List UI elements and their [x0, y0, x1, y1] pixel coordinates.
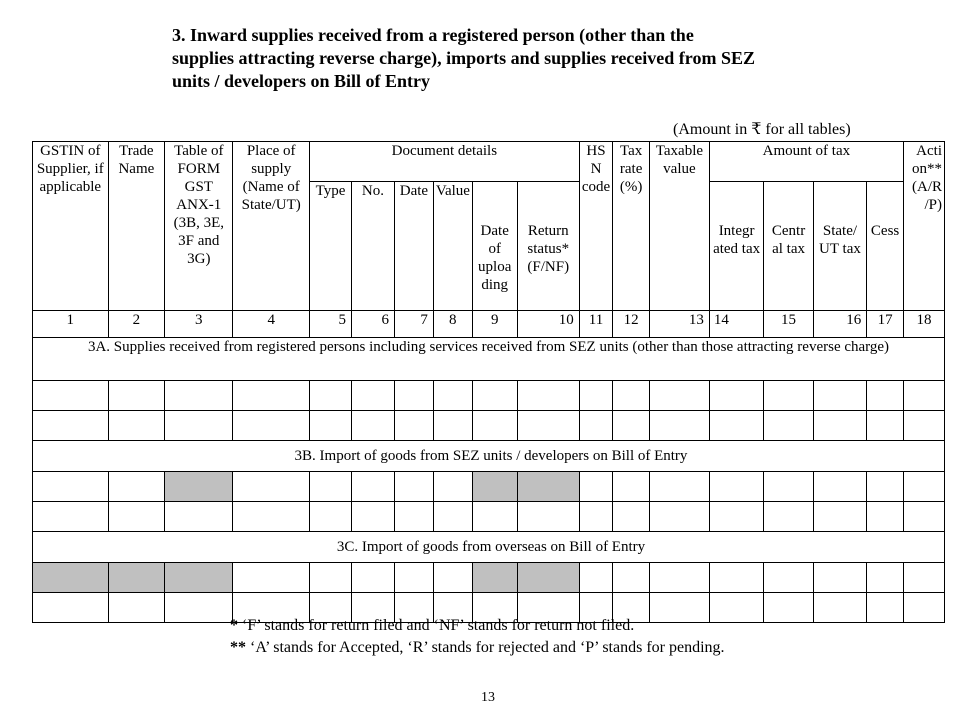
- column-number: 11: [579, 311, 613, 338]
- column-number: 12: [613, 311, 650, 338]
- disabled-cell: [165, 563, 233, 593]
- disabled-cell: [472, 563, 517, 593]
- table-cell[interactable]: [517, 381, 579, 411]
- table-cell[interactable]: [472, 502, 517, 532]
- footnote-1-mark: *: [230, 617, 238, 634]
- col-type: Type: [310, 182, 352, 311]
- table-cell[interactable]: [813, 502, 867, 532]
- disabled-cell: [472, 472, 517, 502]
- table-cell[interactable]: [472, 381, 517, 411]
- table-cell[interactable]: [579, 472, 613, 502]
- heading-line-2: supplies attracting reverse charge), imports and supplies received from SEZ: [172, 48, 755, 68]
- col-place-of-supply: Place of supply (Name of State/UT): [233, 142, 310, 311]
- column-number: 16: [813, 311, 867, 338]
- table-cell[interactable]: [108, 381, 165, 411]
- table-cell[interactable]: [764, 563, 813, 593]
- table-cell[interactable]: [165, 411, 233, 441]
- col-amount-of-tax: Amount of tax: [709, 142, 903, 182]
- page-number: 13: [481, 690, 495, 705]
- table-cell[interactable]: [33, 381, 109, 411]
- section-3b-title: 3B. Import of goods from SEZ units / developers on Bill of Entry: [33, 441, 945, 472]
- table-cell[interactable]: [233, 502, 310, 532]
- column-number: 4: [233, 311, 310, 338]
- col-action: Acti on** (A/R /P): [903, 142, 944, 311]
- section-3c-row: [33, 532, 945, 563]
- column-number: 18: [903, 311, 944, 338]
- table-cell[interactable]: [351, 472, 394, 502]
- footnote-1: [230, 616, 634, 636]
- col-taxable-value: Taxable value: [650, 142, 710, 311]
- table-cell[interactable]: [394, 563, 433, 593]
- disabled-cell: [517, 472, 579, 502]
- table-cell[interactable]: [33, 472, 109, 502]
- table-cell[interactable]: [351, 502, 394, 532]
- section-3c-title: 3C. Import of goods from overseas on Bill of Entry: [33, 532, 945, 563]
- col-trade-name: Trade Name: [108, 142, 165, 311]
- heading-line-1: 3. Inward supplies received from a registered person (other than the: [172, 25, 694, 45]
- column-number-row: [33, 311, 945, 338]
- col-tax-rate: Tax rate (%): [613, 142, 650, 311]
- table-cell[interactable]: [165, 593, 233, 623]
- footnote-2-mark: **: [230, 639, 246, 656]
- heading-line-3: units / developers on Bill of Entry: [172, 71, 431, 91]
- column-number: 17: [867, 311, 904, 338]
- table-cell[interactable]: [903, 472, 944, 502]
- column-number: 1: [33, 311, 109, 338]
- table-cell[interactable]: [650, 593, 710, 623]
- table-cell[interactable]: [394, 472, 433, 502]
- table-cell[interactable]: [108, 502, 165, 532]
- table-cell[interactable]: [394, 381, 433, 411]
- table-cell[interactable]: [233, 381, 310, 411]
- table-cell[interactable]: [433, 502, 472, 532]
- col-central-tax: Centr al tax: [764, 182, 813, 311]
- table-cell[interactable]: [813, 381, 867, 411]
- table-cell[interactable]: [579, 411, 613, 441]
- table-cell[interactable]: [433, 563, 472, 593]
- table-cell[interactable]: [165, 381, 233, 411]
- table-cell[interactable]: [394, 502, 433, 532]
- table-cell[interactable]: [310, 381, 352, 411]
- table-cell[interactable]: [433, 472, 472, 502]
- table-cell[interactable]: [472, 411, 517, 441]
- table-cell[interactable]: [813, 472, 867, 502]
- col-cess: Cess: [867, 182, 904, 311]
- table-cell[interactable]: [351, 411, 394, 441]
- col-date: Date: [394, 182, 433, 311]
- table-cell[interactable]: [764, 472, 813, 502]
- table-row: [33, 563, 945, 593]
- table-cell[interactable]: [351, 381, 394, 411]
- table-cell[interactable]: [310, 502, 352, 532]
- table-cell[interactable]: [650, 411, 710, 441]
- table-cell[interactable]: [33, 411, 109, 441]
- table-cell[interactable]: [579, 502, 613, 532]
- table-cell[interactable]: [517, 411, 579, 441]
- table-cell[interactable]: [813, 563, 867, 593]
- table-cell[interactable]: [310, 411, 352, 441]
- col-date-of-uploading: Date of uploa ding: [472, 182, 517, 311]
- col-integrated-tax: Integr ated tax: [709, 182, 764, 311]
- footnote-1-text: ‘F’ stands for return filed and ‘NF’ stands for return not filed.: [242, 617, 635, 634]
- table-cell[interactable]: [650, 381, 710, 411]
- table-cell[interactable]: [233, 472, 310, 502]
- table-cell[interactable]: [709, 381, 764, 411]
- table-cell[interactable]: [108, 472, 165, 502]
- table-cell[interactable]: [613, 381, 650, 411]
- table-cell[interactable]: [709, 593, 764, 623]
- table-cell[interactable]: [903, 411, 944, 441]
- table-cell[interactable]: [709, 472, 764, 502]
- col-return-status: Return status* (F/NF): [517, 182, 579, 311]
- disabled-cell: [165, 472, 233, 502]
- table-cell[interactable]: [867, 381, 904, 411]
- table-cell[interactable]: [613, 563, 650, 593]
- table-cell[interactable]: [394, 411, 433, 441]
- column-number: 14: [709, 311, 764, 338]
- table-cell[interactable]: [903, 563, 944, 593]
- table-row: [33, 472, 945, 502]
- table-cell[interactable]: [33, 593, 109, 623]
- column-number: 6: [351, 311, 394, 338]
- column-number: 8: [433, 311, 472, 338]
- table-cell[interactable]: [351, 563, 394, 593]
- table-cell[interactable]: [764, 502, 813, 532]
- col-value: Value: [433, 182, 472, 311]
- table-cell[interactable]: [310, 563, 352, 593]
- inward-supplies-table: [32, 141, 945, 623]
- disabled-cell: [517, 563, 579, 593]
- col-state-ut-tax: State/ UT tax: [813, 182, 867, 311]
- section-heading: [172, 24, 812, 93]
- table-cell[interactable]: [433, 411, 472, 441]
- column-number: 15: [764, 311, 813, 338]
- table-cell[interactable]: [764, 593, 813, 623]
- column-number: 13: [650, 311, 710, 338]
- disabled-cell: [108, 563, 165, 593]
- table-cell[interactable]: [867, 563, 904, 593]
- col-document-details: Document details: [310, 142, 580, 182]
- col-table-of-form: Table of FORM GST ANX-1 (3B, 3E, 3F and 3G): [165, 142, 233, 311]
- table-cell[interactable]: [650, 472, 710, 502]
- table-cell[interactable]: [517, 502, 579, 532]
- table-cell[interactable]: [764, 381, 813, 411]
- table-cell[interactable]: [867, 593, 904, 623]
- table-row: [33, 502, 945, 532]
- table-cell[interactable]: [579, 381, 613, 411]
- footnote-2: [230, 638, 725, 658]
- table-cell[interactable]: [903, 381, 944, 411]
- table-cell[interactable]: [613, 472, 650, 502]
- table-row: [33, 411, 945, 441]
- table-cell[interactable]: [108, 593, 165, 623]
- col-hsn-code: HS N code: [579, 142, 613, 311]
- col-gstin: GSTIN of Supplier, if applicable: [33, 142, 109, 311]
- column-number: 3: [165, 311, 233, 338]
- table-cell[interactable]: [813, 593, 867, 623]
- table-cell[interactable]: [310, 472, 352, 502]
- section-3a-row: [33, 338, 945, 381]
- table-cell[interactable]: [903, 502, 944, 532]
- table-cell[interactable]: [108, 411, 165, 441]
- table-cell[interactable]: [813, 411, 867, 441]
- table-cell[interactable]: [650, 502, 710, 532]
- table-cell[interactable]: [613, 502, 650, 532]
- table-cell[interactable]: [650, 563, 710, 593]
- section-3a-title: 3A. Supplies received from registered persons including services received from SEZ units (other than those attracting reverse charge): [33, 338, 945, 381]
- table-cell[interactable]: [709, 411, 764, 441]
- table-cell[interactable]: [709, 563, 764, 593]
- column-number: 5: [310, 311, 352, 338]
- table-cell[interactable]: [867, 472, 904, 502]
- footnote-2-text: ‘A’ stands for Accepted, ‘R’ stands for rejected and ‘P’ stands for pending.: [250, 639, 725, 656]
- table-cell[interactable]: [33, 502, 109, 532]
- table-cell[interactable]: [233, 411, 310, 441]
- table-cell[interactable]: [165, 502, 233, 532]
- section-3b-row: [33, 441, 945, 472]
- table-cell[interactable]: [233, 563, 310, 593]
- table-cell[interactable]: [579, 563, 613, 593]
- table-cell[interactable]: [903, 593, 944, 623]
- table-row: [33, 381, 945, 411]
- col-no: No.: [351, 182, 394, 311]
- table-cell[interactable]: [764, 411, 813, 441]
- table-cell[interactable]: [867, 502, 904, 532]
- table-cell[interactable]: [613, 411, 650, 441]
- column-number: 2: [108, 311, 165, 338]
- table-cell[interactable]: [867, 411, 904, 441]
- table-cell[interactable]: [433, 381, 472, 411]
- column-number: 7: [394, 311, 433, 338]
- disabled-cell: [33, 563, 109, 593]
- amount-note: (Amount in ₹ for all tables): [673, 121, 851, 138]
- table-cell[interactable]: [709, 502, 764, 532]
- column-number: 9: [472, 311, 517, 338]
- column-number: 10: [517, 311, 579, 338]
